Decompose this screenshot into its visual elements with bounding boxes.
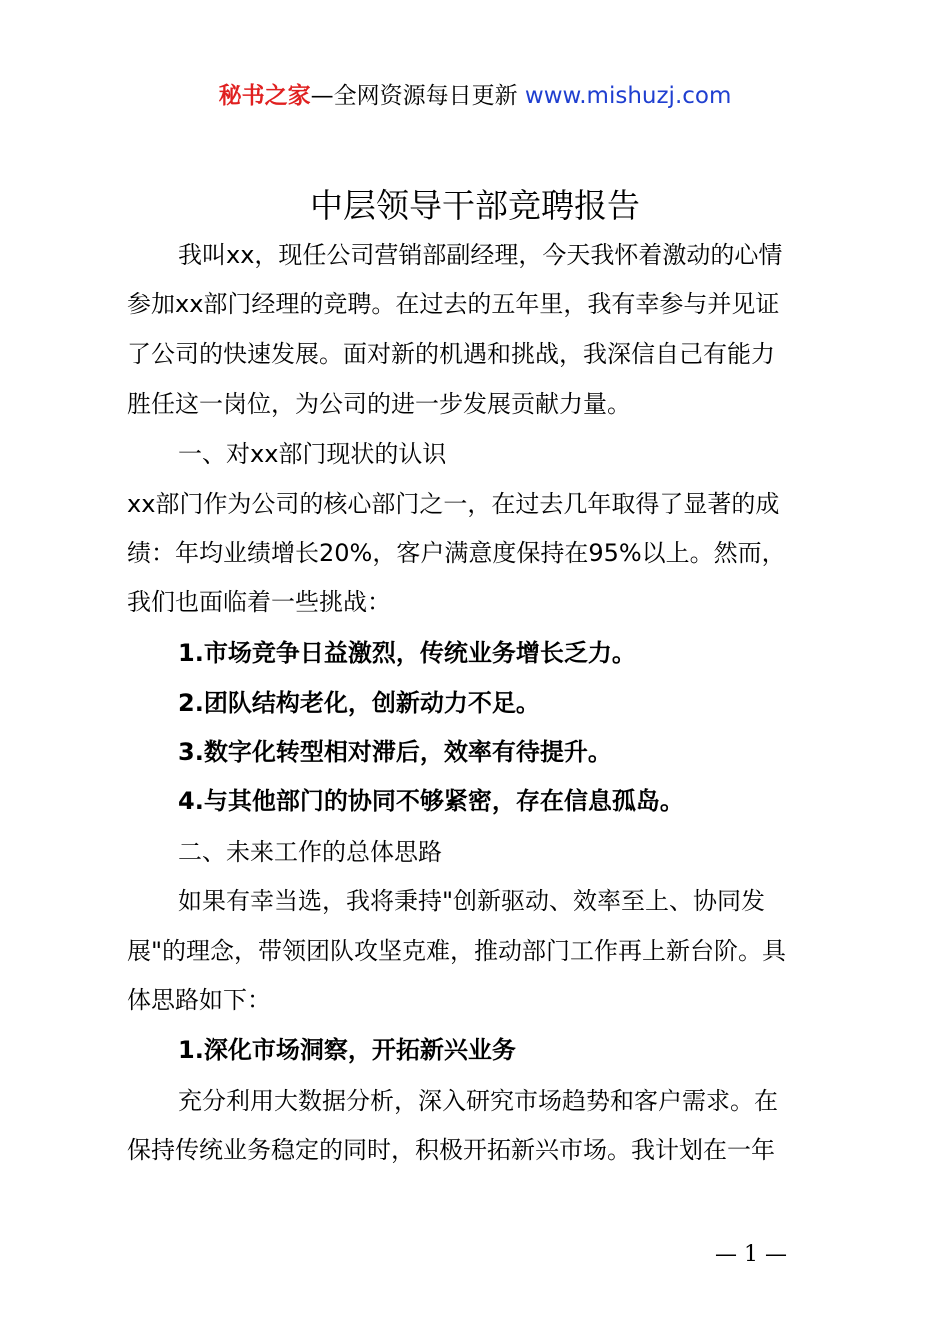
paragraph-line: 保持传统业务稳定的同时，积极开拓新兴市场。我计划在一年 — [127, 1136, 775, 1164]
site-header — [0, 80, 950, 112]
paragraph-line: 充分利用大数据分析，深入研究市场趋势和客户需求。在 — [178, 1087, 778, 1115]
site-tagline: —全网资源每日更新 — [310, 83, 518, 109]
paragraph-line: 胜任这一岗位，为公司的进一步发展贡献力量。 — [127, 390, 631, 418]
bold-paragraph-line: 2.团队结构老化，创新动力不足。 — [178, 689, 540, 717]
bold-paragraph-line: 1.市场竞争日益激烈，传统业务增长乏力。 — [178, 639, 636, 667]
document-title: 中层领导干部竞聘报告 — [310, 186, 640, 225]
paragraph-line: 一、对xx部门现状的认识 — [178, 440, 447, 468]
paragraph-line: 绩：年均业绩增长20%，客户满意度保持在95%以上。然而， — [127, 539, 786, 567]
paragraph-line: 了公司的快速发展。面对新的机遇和挑战，我深信自己有能力 — [127, 340, 775, 368]
paragraph-line: 如果有幸当选，我将秉持"创新驱动、效率至上、协同发 — [178, 887, 766, 915]
paragraph-line: 体思路如下： — [127, 986, 271, 1014]
bold-paragraph-line: 3.数字化转型相对滞后，效率有待提升。 — [178, 738, 612, 766]
paragraph-line: 我叫xx，现任公司营销部副经理，今天我怀着激动的心情 — [178, 241, 783, 269]
page-number: — 1 — — [715, 1242, 787, 1267]
site-brand: 秘书之家 — [218, 83, 311, 109]
paragraph-line: 我们也面临着一些挑战： — [127, 588, 391, 616]
paragraph-line: xx部门作为公司的核心部门之一，在过去几年取得了显著的成 — [127, 490, 780, 518]
bold-paragraph-line: 1.深化市场洞察，开拓新兴业务 — [178, 1036, 516, 1064]
paragraph-line: 展"的理念，带领团队攻坚克难，推动部门工作再上新台阶。具 — [127, 937, 787, 965]
bold-paragraph-line: 4.与其他部门的协同不够紧密，存在信息孤岛。 — [178, 787, 684, 815]
paragraph-line: 参加xx部门经理的竞聘。在过去的五年里，我有幸参与并见证 — [127, 290, 780, 318]
paragraph-line: 二、未来工作的总体思路 — [178, 838, 442, 866]
site-url-link[interactable]: www.mishuzj.com — [524, 83, 732, 109]
